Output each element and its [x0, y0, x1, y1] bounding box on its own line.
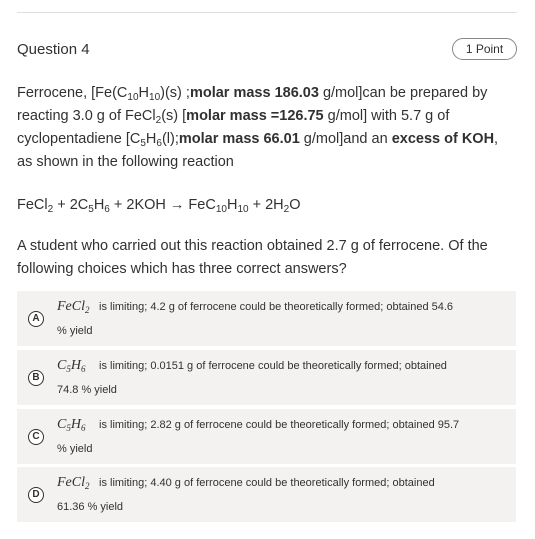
reaction-text: + 2C — [53, 197, 89, 213]
option-description: is limiting; 4.2 g of ferrocene could be theoretically formed; obtained 54.6 — [99, 301, 454, 313]
option-text — [57, 358, 507, 374]
subscript: 5 — [88, 204, 94, 215]
formula-text: C — [57, 358, 67, 373]
subscript: 6 — [156, 138, 162, 149]
stem-text: , as shown in the following reaction — [17, 131, 499, 170]
stem-text: H — [145, 131, 157, 147]
points-badge: 1 Point — [452, 38, 517, 60]
reaction-text: + 2H — [248, 197, 284, 213]
subscript: 10 — [127, 92, 139, 103]
question-prompt: A student who carried out this reaction obtained 2.7 g of ferrocene. Of the following choices which has three correct answers? — [17, 238, 488, 277]
subscript: 2 — [155, 115, 162, 126]
stem-text: g/mol] with 5.7 g of cyclopentadiene [C — [17, 108, 450, 147]
stem-text: g/mol]can be prepared by reacting 3.0 g of FeCl — [17, 85, 488, 124]
stem-paragraph — [17, 82, 517, 174]
option-description: is limiting; 2.82 g of ferrocene could be theoretically formed; obtained 95.7 — [99, 419, 460, 431]
option-text — [57, 417, 507, 433]
formula-text: FeCl — [57, 299, 85, 314]
option-letter-d[interactable]: D — [28, 487, 44, 503]
subscript: 10 — [215, 204, 227, 215]
option-text-cont: 74.8 % yield — [57, 384, 117, 396]
option-text — [57, 299, 507, 315]
reaction-text: H — [226, 197, 238, 213]
subscript: 5 — [66, 423, 71, 433]
subscript: 2 — [283, 204, 290, 215]
option-description: is limiting; 0.0151 g of ferrocene could be theoretically formed; obtained — [99, 360, 447, 372]
reaction-text: + 2KOH → FeC — [109, 197, 216, 213]
stem-bold-text: molar mass =126.75 — [186, 108, 324, 124]
stem-text: )(s) ; — [160, 85, 190, 101]
option-letter-b[interactable]: B — [28, 370, 44, 386]
reaction-text: FeCl — [17, 197, 48, 213]
answer-option-a[interactable] — [17, 291, 516, 346]
option-letter-a[interactable]: A — [28, 311, 44, 327]
stem-text: Ferrocene, [Fe(C — [17, 85, 128, 101]
stem-text: (s) [ — [161, 108, 187, 124]
answer-option-b[interactable] — [17, 350, 516, 405]
subscript: 2 — [85, 481, 90, 491]
subscript: 5 — [140, 138, 146, 149]
stem-text: H — [138, 85, 150, 101]
option-formula — [57, 358, 95, 374]
answer-option-c[interactable] — [17, 409, 516, 464]
top-divider — [17, 12, 517, 13]
option-description: is limiting; 4.40 g of ferrocene could be theoretically formed; obtained — [99, 477, 435, 489]
option-text-cont: 61.36 % yield — [57, 501, 124, 513]
option-text-cont: % yield — [57, 325, 93, 337]
option-formula — [57, 475, 95, 491]
subscript: 6 — [80, 364, 86, 374]
formula-text: FeCl — [57, 475, 85, 490]
option-formula — [57, 299, 95, 315]
option-letter-c[interactable]: C — [28, 429, 44, 445]
stem-bold-text: molar mass 66.01 — [178, 131, 300, 147]
reaction-equation — [17, 194, 517, 217]
stem-bold-text: molar mass 186.03 — [189, 85, 319, 101]
question-stem — [17, 82, 517, 281]
answer-option-d[interactable] — [17, 467, 516, 522]
subscript: 10 — [237, 204, 249, 215]
stem-text: g/mol]and an — [299, 131, 392, 147]
option-formula — [57, 417, 95, 433]
question-header — [17, 38, 517, 62]
question-title: Question 4 — [17, 41, 90, 58]
subscript: 10 — [149, 92, 161, 103]
subscript: 5 — [66, 364, 71, 374]
subscript: 2 — [85, 305, 90, 315]
subscript: 6 — [104, 204, 110, 215]
reaction-text: O — [289, 197, 301, 213]
formula-text: C — [57, 417, 67, 432]
subscript: 2 — [47, 204, 54, 215]
formula-text: H — [70, 358, 81, 373]
stem-bold-text: excess of KOH — [391, 131, 495, 147]
option-text — [57, 475, 507, 491]
option-text-cont: % yield — [57, 443, 93, 455]
subscript: 6 — [80, 423, 86, 433]
formula-text: H — [70, 417, 81, 432]
reaction-text: H — [93, 197, 105, 213]
stem-text: (l); — [161, 131, 179, 147]
